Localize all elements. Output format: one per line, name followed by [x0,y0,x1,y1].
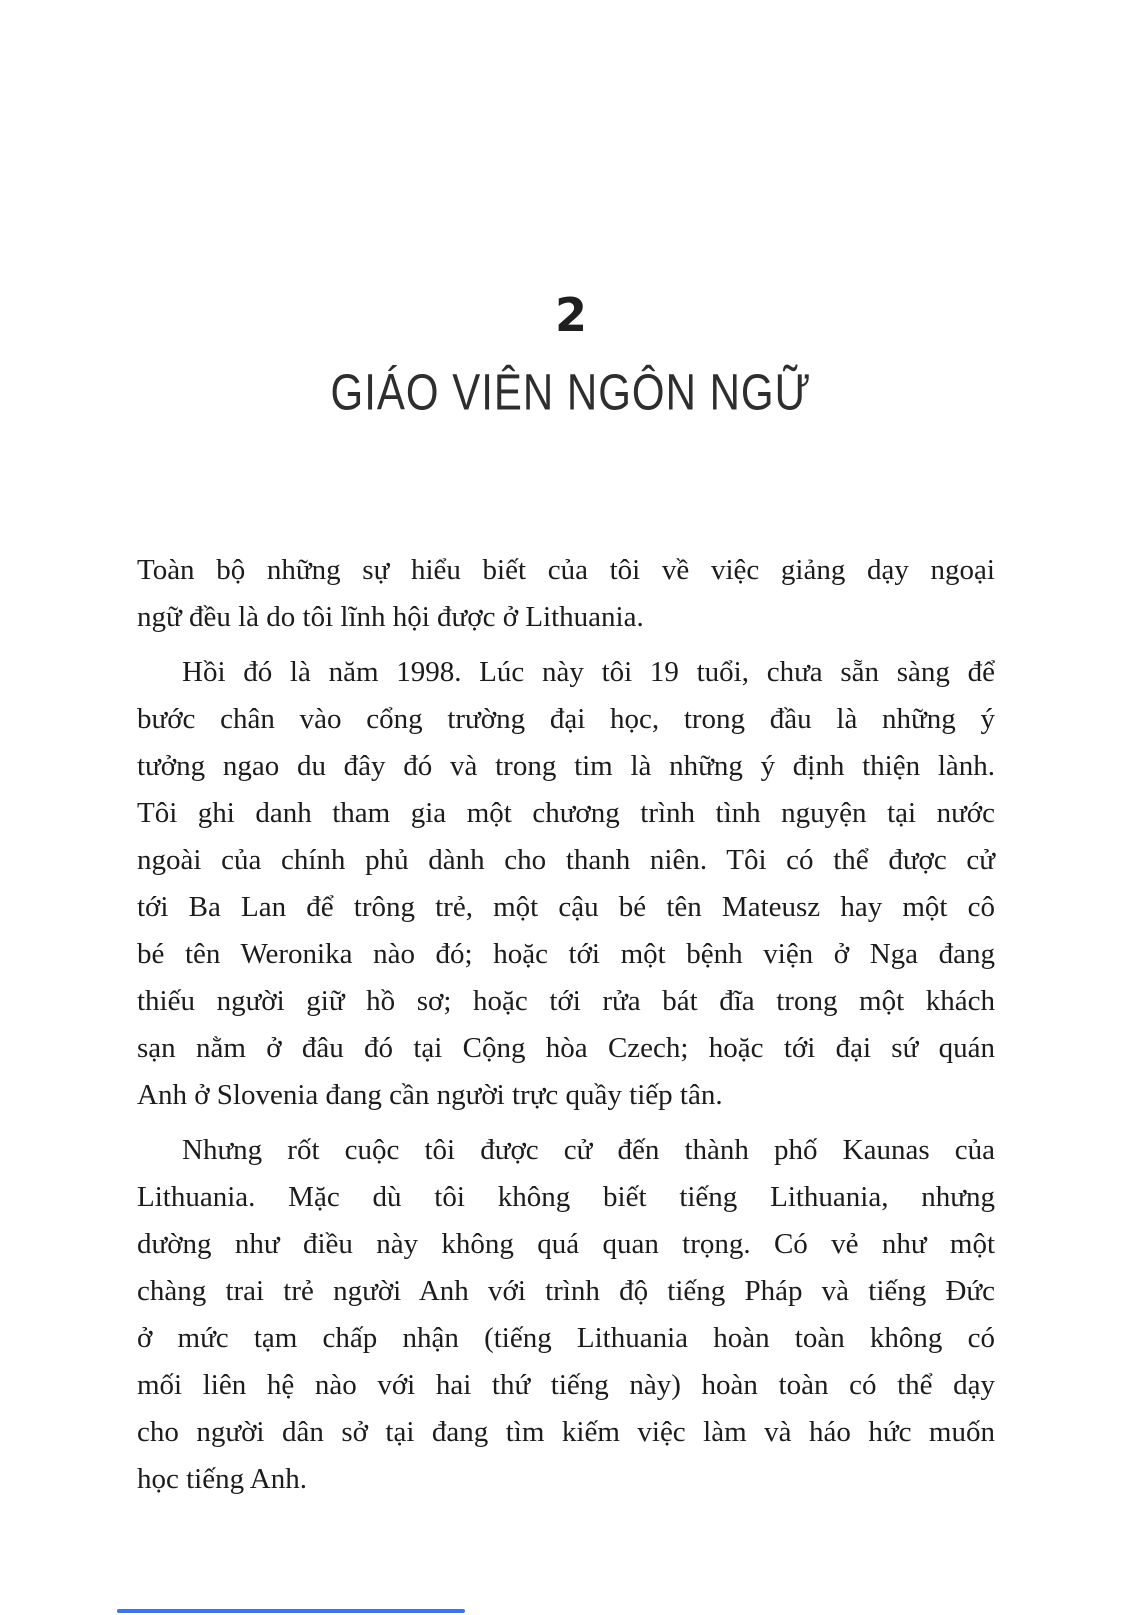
text-line: cho người dân sở tại đang tìm kiếm việc làm và háo hức muốn [137,1416,995,1448]
paragraph [137,649,995,1119]
text-line: học tiếng Anh. [137,1463,307,1495]
text-line: thiếu người giữ hồ sơ; hoặc tới rửa bát đĩa trong một khách [137,985,995,1017]
text-line: sạn nằm ở đâu đó tại Cộng hòa Czech; hoặc tới đại sứ quán [137,1032,995,1064]
text-line: Hồi đó là năm 1998. Lúc này tôi 19 tuổi, chưa sẵn sàng để [182,656,995,688]
chapter-body-text [137,547,995,1503]
text-line: bé tên Weronika nào đó; hoặc tới một bệnh viện ở Nga đang [137,938,995,970]
paragraph [137,547,995,641]
chapter-title: GIÁO VIÊN NGÔN NGỮ [330,363,812,421]
text-line: ngoài của chính phủ dành cho thanh niên. Tôi có thể được cử [137,844,995,876]
chapter-number: 2 [554,288,587,342]
text-line: Tôi ghi danh tham gia một chương trình tình nguyện tại nước [137,797,995,829]
text-line: bước chân vào cổng trường đại học, trong đầu là những ý [137,703,995,735]
text-line: ở mức tạm chấp nhận (tiếng Lithuania hoàn toàn không có [137,1322,995,1354]
text-line: tưởng ngao du đây đó và trong tim là những ý định thiện lành. [137,750,995,782]
text-line: chàng trai trẻ người Anh với trình độ tiếng Pháp và tiếng Đức [137,1275,995,1307]
text-line: Lithuania. Mặc dù tôi không biết tiếng Lithuania, nhưng [137,1181,995,1213]
paragraph [137,1127,995,1503]
text-line: Nhưng rốt cuộc tôi được cử đến thành phố Kaunas của [182,1134,995,1166]
text-line: Toàn bộ những sự hiểu biết của tôi về việc giảng dạy ngoại [137,554,995,586]
text-line: mối liên hệ nào với hai thứ tiếng này) hoàn toàn có thể dạy [137,1369,995,1401]
text-line: Anh ở Slovenia đang cần người trực quầy tiếp tân. [137,1079,723,1111]
reading-progress-bar [117,1609,465,1613]
text-line: dường như điều này không quá quan trọng. Có vẻ như một [137,1228,995,1260]
text-line: tới Ba Lan để trông trẻ, một cậu bé tên Mateusz hay một cô [137,891,995,923]
text-line: ngữ đều là do tôi lĩnh hội được ở Lithuania. [137,601,644,633]
